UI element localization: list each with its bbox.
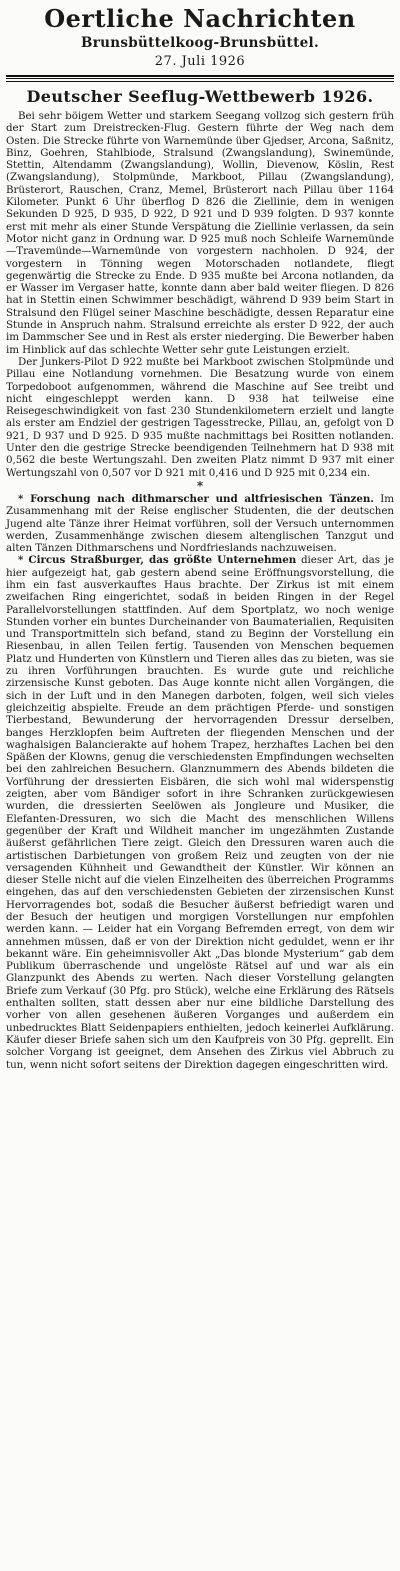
news-item-text: Im Zusammenhang mit der Reise englischer Studenten, die der deutschen Jugend alte Tänze ihrer Heimat vorführen, soll der Versuch unternommen werden, Zusammenhänge zwischen diesem altenglischen Tanzgut und alten Tänzen Dithmarschens und Nordfrieslands nachzuweisen. [6,492,394,555]
article-paragraph: Der Junkers-Pilot D 922 mußte bei Markboot zwischen Stolpmünde und Pillau eine Notlandung vornehmen. Die Besatzung wurde von einem Torpedoboot aufgenommen, während die Maschine auf See treibt und nicht eingeschleppt werden kann. D 938 hat teilweise eine Reisegeschwindigkeit von fast 230 Stundenkilometern erzielt und langte als erster am Endziel der gestrigen Tagesstrecke, Pillau, an, gefolgt von D 921, D 937 und D 925. D 935 mußte nachmittags bei Rositten notlanden. Unter den die gestrige Strecke beendigenden Teilnehmern hat D 938 mit 0,562 die beste Wertungszahl. Den zweiten Platz nimmt D 937 mit einer Wertungszahl von 0,507 vor D 921 mit 0,416 und D 925 mit 0,234 ein. [6,355,394,479]
top-rule [6,75,394,77]
news-item-dance-research [6,493,394,554]
masthead [6,4,394,71]
double-rule [6,78,394,82]
section-title: Oertliche Nachrichten [44,4,356,33]
news-item-heading: * Circus Straßburger, das größte Unternehmen [18,554,297,567]
article-paragraph: Bei sehr böigem Wetter und starkem Seegang vollzog sich gestern früh der Start zum Dreistrecken-Flug. Gestern führte der Weg nach dem Osten. Die Strecke führte von Warnemünde über Gjedser, Arcona, Saßnitz, Binz, Goehren, Stahlbiode, Stralsund (Zwangslandung), Swinemünde, Stettin, Altendamm (Zwangslandung), Wollin, Dievenow, Köslin, Rest (Zwangslandung), Stolpmünde, Markboot, Pillau (Zwangslandung), Brüsterort, Rauschen, Cranz, Memel, Brüsterort nach Pillau über 1164 Kilometer. Punkt 6 Uhr überflog D 826 die Ziellinie, dem in wenigen Sekunden D 925, D 935, D 922, D 921 und D 939 folgten. D 937 konnte erst mit mehr als einer Stunde Verspätung die Ziellinie verlassen, da sein Motor nicht ganz in Ordnung war. D 925 muß noch Schleife Warnemünde—Travemünde—Warnemünde von vorgestern nachholen. D 924, der vorgestern in Tönning wegen Motorschaden notlandete, fliegt gegenwärtig die Strecke zu Ende. D 935 mußte bei Arcona notlanden, da er Wasser im Vergaser hatte, konnte dann aber bald weiter fliegen. D 826 hat in Stettin einen Schwimmer beschädigt, während D 939 beim Start in Stralsund den Flügel seiner Maschine beschädigte, dessen Reparatur eine Stunde in Anspruch nahm. Stralsund erreichte als erster D 922, der auch im Dammscher See und in Rest als erster niederging. Die Bewerber haben im Hinblick auf das schlechte Wetter sehr gute Leistungen erzielt. [6,110,394,356]
news-item-text: dieser Art, das je hier aufgezeigt hat, gab gestern abend seine Eröffnungsvorstellung, die ihm ein fast ausverkauftes Haus brachte. Der Zirkus ist mit einem zweifachen Ring eingerichtet, sodaß in beiden Ringen in der Regel Parallelvorstellungen stattfinden. Auf dem Sportplatz, wo noch wenige Stunden vorher ein buntes Durcheinander von Baumaterialien, Requisiten und Transportmitteln sich befand, stand zu Beginn der Vorstellung ein Riesenbau, in allen Teilen fertig. Tausenden von Menschen bequemen Platz und Hunderten von Künstlern und Tieren alles das zu bieten, was sie zu ihren Vorführungen brauchten. Es wurde gute und reichliche zirzensische Kunst geboten. Das Auge konnte nicht allen Vorgängen, die sich in der Luft und in den Manegen darboten, folgen, weil sich vieles gleichzeitig abspielte. Freude an dem prächtigen Pferde- und sonstigen Tierbestand, Bewunderung der hervorragenden Dressur derselben, banges Herzklopfen beim Auftreten der fliegenden Menschen und der waghalsigen Balancierakte auf hohem Trapez, herzhaftes Lachen bei den Späßen der Klowns, genug die verschiedensten Empfindungen wechselten bei den zahlreichen Besuchern. Glanznummern des Abends bildeten die Vorführung der dressierten Eisbären, die sich wohl mal widerspenstig zeigten, aber vom Bändiger sofort in ihre Schranken zurückgewiesen wurden, die dressierten Seelöwen als Jongleure und Musiker, die Elefanten-Dressuren, wo sich die Macht des menschlichen Willens gegenüber der Kraft und Wildheit mancher im ungezähmten Zustande äußerst gefährlichen Tiere zeigt. Gleich den Dressuren waren auch die artistischen Darbietungen von großem Reiz und zeugten von der nie versagenden Kühnheit und Gewandtheit der Künstler. Wir können an dieser Stelle nicht auf die vielen Einzelheiten des überreichen Programms eingehen, das auf den verschiedensten Gebieten der zirzensischen Kunst Hervorragendes bot, sodaß die Besucher äußerst befriedigt waren und der Besuch der heutigen und morgigen Vorstellungen nur empfohlen werden kann. — Leider hat ein Vorgang Befremden erregt, von dem wir annehmen müssen, daß er von der Direktion nicht geduldet, wenn er ihr bekannt wäre. Ein geheimnisvoller Akt „Das blonde Mysterium“ gab dem Publikum überraschende und ungelöste Rätsel auf und war als ein Glanzpunkt des Abends zu werten. Nach dieser Vorstellung gelangten Briefe zum Verkauf (30 Pfg. pro Stück), welche eine Erklärung des Rätsels enthalten sollten, statt dessen aber nur eine bildliche Darstellung des vorher von allen gesehenen äußeren Vorganges und außerdem ein unbedrucktes Blatt Seidenpapiers enthielten, jedoch keinerlei Aufklärung. Käufer dieser Briefe sahen sich um den Kaufpreis von 30 Pfg. geprellt. Ein solcher Vorgang ist geeignet, dem Ansehen des Zirkus viel Abbruch zu tun, wenn nicht sofort seitens der Direktion dagegen eingeschritten wird. [6,554,394,1071]
news-item-heading: * Forschung nach dithmarscher und altfriesischen Tänzen. [18,492,374,505]
issue-date: 27. Juli 1926 [154,54,246,69]
section-separator: * [196,478,204,493]
news-item-circus [6,554,394,1070]
section-subtitle: Brunsbüttelkoog-Brunsbüttel. [81,35,319,51]
article-headline: Deutscher Seeflug-Wettbewerb 1926. [26,87,374,106]
